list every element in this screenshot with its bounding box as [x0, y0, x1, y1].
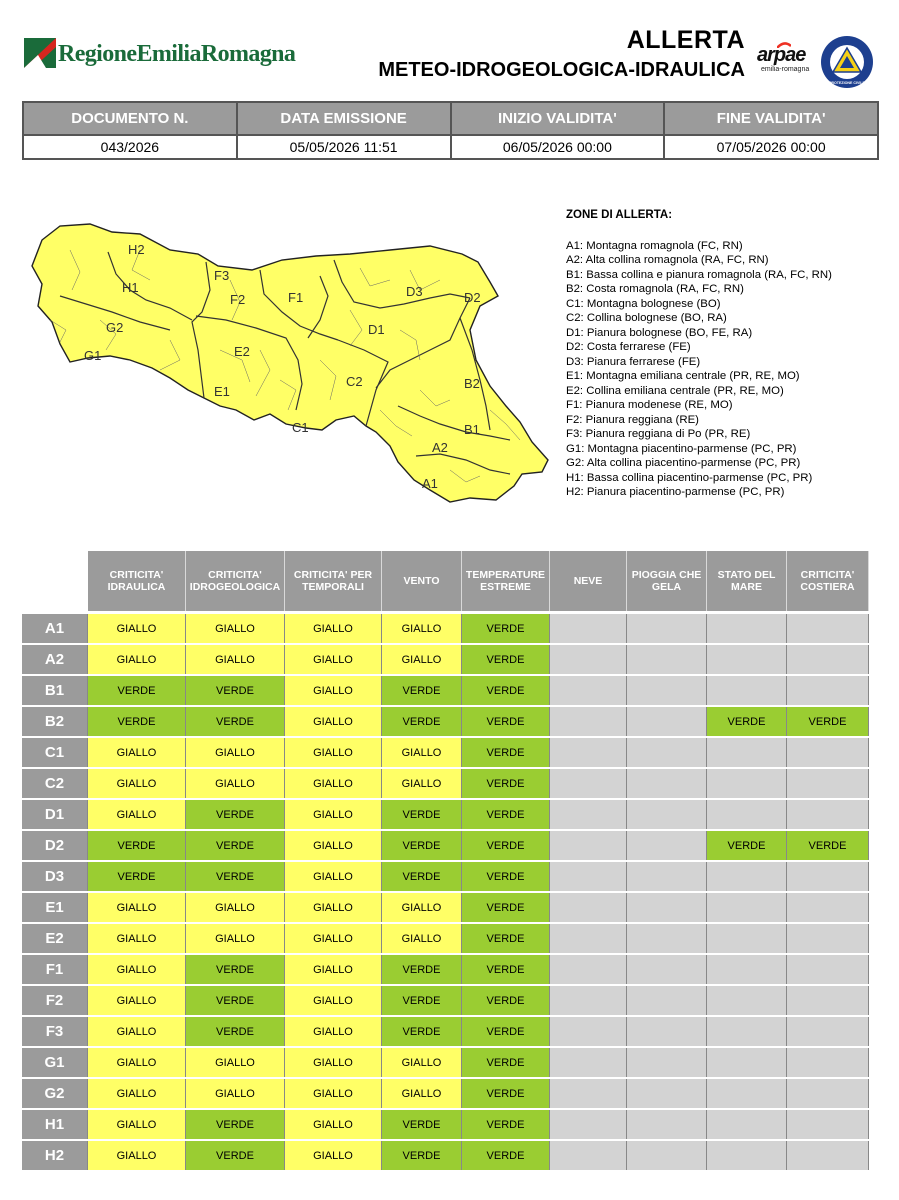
alert-level-cell: VERDE: [462, 1141, 550, 1170]
legend-item: H1: Bassa collina piacentino-parmense (PC, PR): [566, 471, 813, 484]
alert-level-cell: [707, 955, 787, 984]
alert-level-cell: GIALLO: [285, 769, 382, 798]
column-header: VENTO: [382, 551, 462, 611]
alert-level-cell: VERDE: [186, 955, 285, 984]
alert-level-cell: GIALLO: [88, 955, 186, 984]
alert-level-cell: VERDE: [707, 831, 787, 860]
zones-legend: [566, 208, 886, 500]
map-label-h2: H2: [128, 242, 145, 257]
map-label-d2: D2: [464, 290, 481, 305]
alert-level-cell: VERDE: [462, 707, 550, 736]
zone-cell: F3: [22, 1017, 88, 1046]
doc-number: 043/2026: [23, 135, 237, 159]
arpae-swoosh-icon: [777, 42, 791, 48]
alert-level-cell: [707, 924, 787, 953]
alert-level-cell: [627, 614, 707, 643]
alert-level-cell: GIALLO: [382, 1079, 462, 1108]
alert-level-cell: GIALLO: [382, 924, 462, 953]
alert-level-cell: [707, 676, 787, 705]
zone-cell: H1: [22, 1110, 88, 1139]
legend-item: A1: Montagna romagnola (FC, RN): [566, 239, 743, 252]
alert-level-cell: [707, 738, 787, 767]
doc-header-number: DOCUMENTO N.: [23, 102, 237, 135]
alert-level-cell: GIALLO: [285, 707, 382, 736]
alert-level-cell: [627, 924, 707, 953]
map-label-f1: F1: [288, 290, 304, 305]
alert-level-cell: [627, 707, 707, 736]
alert-level-cell: VERDE: [462, 676, 550, 705]
alert-level-cell: [550, 955, 627, 984]
legend-item: D1: Pianura bolognese (BO, FE, RA): [566, 326, 753, 339]
alert-level-cell: GIALLO: [285, 800, 382, 829]
alert-level-cell: VERDE: [462, 1048, 550, 1077]
arpae-wordmark: arpae: [757, 44, 806, 66]
alert-level-cell: VERDE: [382, 862, 462, 891]
column-header: NEVE: [550, 551, 627, 611]
alert-level-cell: GIALLO: [285, 1079, 382, 1108]
zone-cell: D1: [22, 800, 88, 829]
alert-level-cell: [787, 800, 869, 829]
alert-level-cell: VERDE: [462, 955, 550, 984]
table-row: [22, 1110, 869, 1141]
column-header: TEMPERATURE ESTREME: [462, 551, 550, 611]
alert-level-cell: [787, 1017, 869, 1046]
alert-level-cell: [787, 645, 869, 674]
legend-item: B2: Costa romagnola (RA, FC, RN): [566, 283, 744, 295]
legend-item: F3: Pianura reggiana di Po (PR, RE): [566, 428, 751, 440]
alert-level-cell: GIALLO: [88, 1017, 186, 1046]
legend-item: E1: Montagna emiliana centrale (PR, RE, MO): [566, 370, 800, 382]
doc-header-valid-from: INIZIO VALIDITA': [451, 102, 665, 135]
alert-level-cell: [787, 1110, 869, 1139]
alert-level-cell: [550, 1017, 627, 1046]
legend-item: F2: Pianura reggiana (RE): [566, 413, 699, 426]
alert-level-cell: [707, 1141, 787, 1170]
map-label-g1: G1: [84, 348, 102, 363]
alert-level-cell: VERDE: [382, 707, 462, 736]
alert-level-cell: VERDE: [88, 676, 186, 705]
alert-level-cell: GIALLO: [186, 893, 285, 922]
alert-level-cell: GIALLO: [285, 676, 382, 705]
alert-level-cell: VERDE: [462, 986, 550, 1015]
column-header: PIOGGIA CHE GELA: [627, 551, 707, 611]
alert-level-cell: VERDE: [462, 862, 550, 891]
alert-level-cell: [787, 676, 869, 705]
alert-level-cell: GIALLO: [88, 1110, 186, 1139]
alert-level-cell: [787, 986, 869, 1015]
table-row: [22, 862, 869, 893]
alert-level-cell: [627, 1079, 707, 1108]
zone-cell: D3: [22, 862, 88, 891]
alert-level-cell: GIALLO: [186, 769, 285, 798]
alert-level-cell: VERDE: [462, 800, 550, 829]
alert-zones-map: [20, 210, 560, 510]
map-label-e2: E2: [234, 344, 250, 359]
map-label-d1: D1: [368, 322, 385, 337]
alert-level-cell: GIALLO: [285, 955, 382, 984]
zone-cell: G1: [22, 1048, 88, 1077]
legend-item: E2: Collina emiliana centrale (PR, RE, MO): [566, 384, 784, 397]
document-info-header-row: [23, 102, 878, 135]
table-row: [22, 893, 869, 924]
legend-item: G2: Alta collina piacentino-parmense (PC, PR): [566, 457, 801, 469]
map-label-g2: G2: [106, 320, 124, 335]
alert-level-cell: [787, 1048, 869, 1077]
doc-header-valid-to: FINE VALIDITA': [664, 102, 878, 135]
alert-level-cell: GIALLO: [382, 645, 462, 674]
alert-level-cell: VERDE: [462, 1079, 550, 1108]
alert-level-cell: [707, 645, 787, 674]
alert-level-cell: VERDE: [186, 831, 285, 860]
alert-level-cell: VERDE: [787, 707, 869, 736]
alert-level-cell: [550, 769, 627, 798]
alert-level-cell: [787, 738, 869, 767]
alert-level-cell: VERDE: [186, 676, 285, 705]
legend-item: A2: Alta collina romagnola (RA, FC, RN): [566, 254, 769, 266]
alert-level-cell: VERDE: [382, 800, 462, 829]
table-row: [22, 1017, 869, 1048]
alert-level-cell: GIALLO: [88, 645, 186, 674]
alert-level-cell: GIALLO: [88, 800, 186, 829]
alert-level-cell: VERDE: [186, 1017, 285, 1046]
alert-level-cell: [707, 1048, 787, 1077]
alert-level-cell: [627, 862, 707, 891]
table-row: [22, 738, 869, 769]
alert-level-cell: [550, 800, 627, 829]
alert-level-cell: [550, 986, 627, 1015]
alert-level-cell: [787, 955, 869, 984]
region-outline: [32, 224, 548, 502]
map-label-a1: A1: [422, 476, 438, 491]
alert-level-cell: [787, 893, 869, 922]
table-row: [22, 614, 869, 645]
alert-level-cell: GIALLO: [88, 738, 186, 767]
alert-level-cell: [707, 893, 787, 922]
alert-level-cell: VERDE: [462, 831, 550, 860]
alert-level-cell: VERDE: [186, 800, 285, 829]
alert-level-cell: GIALLO: [186, 924, 285, 953]
alert-level-cell: GIALLO: [285, 614, 382, 643]
alert-level-cell: [550, 1048, 627, 1077]
alert-level-cell: VERDE: [462, 893, 550, 922]
alert-level-cell: [627, 769, 707, 798]
legend-item: D2: Costa ferrarese (FE): [566, 341, 691, 353]
legend-item: C1: Montagna bolognese (BO): [566, 297, 721, 310]
alert-level-cell: GIALLO: [285, 924, 382, 953]
alert-level-cell: [707, 1079, 787, 1108]
table-row: [22, 955, 869, 986]
map-label-c2: C2: [346, 374, 363, 389]
alert-level-cell: GIALLO: [285, 645, 382, 674]
map-label-b2: B2: [464, 376, 480, 391]
legend-item: H2: Pianura piacentino-parmense (PC, PR): [566, 486, 785, 498]
alert-level-cell: [627, 955, 707, 984]
alert-level-cell: VERDE: [186, 986, 285, 1015]
alert-level-cell: [550, 614, 627, 643]
alert-level-cell: VERDE: [88, 707, 186, 736]
regione-flag-icon: [24, 38, 56, 68]
alert-level-cell: GIALLO: [285, 893, 382, 922]
alert-level-cell: [787, 924, 869, 953]
alert-level-cell: [707, 800, 787, 829]
alert-level-cell: [627, 1110, 707, 1139]
alert-level-cell: GIALLO: [186, 1048, 285, 1077]
doc-issue-date: 05/05/2026 11:51: [237, 135, 451, 159]
table-row: [22, 769, 869, 800]
alert-level-cell: VERDE: [382, 676, 462, 705]
alert-level-cell: GIALLO: [382, 893, 462, 922]
document-info-value-row: [23, 135, 878, 159]
alert-level-cell: VERDE: [462, 738, 550, 767]
alert-level-cell: VERDE: [787, 831, 869, 860]
alert-level-cell: GIALLO: [88, 1141, 186, 1170]
column-header: CRITICITA' IDROGEOLOGICA: [186, 551, 285, 611]
alert-level-cell: [550, 924, 627, 953]
table-row: [22, 986, 869, 1017]
alert-level-cell: [787, 1141, 869, 1170]
table-row: [22, 1141, 869, 1172]
alert-level-cell: VERDE: [462, 769, 550, 798]
zone-cell: B2: [22, 707, 88, 736]
page-title: ALLERTA: [626, 26, 745, 54]
alert-level-cell: GIALLO: [285, 831, 382, 860]
alert-level-cell: VERDE: [88, 831, 186, 860]
alert-level-cell: VERDE: [382, 1017, 462, 1046]
alert-level-cell: [550, 707, 627, 736]
alert-level-cell: VERDE: [382, 831, 462, 860]
arpae-logo: [757, 44, 813, 76]
legend-item: G1: Montagna piacentino-parmense (PC, PR): [566, 442, 797, 455]
protezione-civile-logo-icon: [820, 35, 874, 89]
alert-level-cell: [787, 614, 869, 643]
alert-level-cell: GIALLO: [285, 1110, 382, 1139]
zone-cell: F2: [22, 986, 88, 1015]
pc-logo-text: PROTEZIONE CIVILE: [829, 81, 865, 85]
map-label-b1: B1: [464, 422, 480, 437]
alert-level-cell: GIALLO: [285, 1017, 382, 1046]
alert-level-cell: GIALLO: [88, 1048, 186, 1077]
doc-valid-from: 06/05/2026 00:00: [451, 135, 665, 159]
table-row: [22, 676, 869, 707]
alert-level-cell: GIALLO: [382, 738, 462, 767]
alert-level-cell: [627, 831, 707, 860]
map-label-e1: E1: [214, 384, 230, 399]
alert-level-cell: VERDE: [186, 707, 285, 736]
alert-level-cell: [707, 614, 787, 643]
zone-cell: C2: [22, 769, 88, 798]
column-header: CRITICITA' PER TEMPORALI: [285, 551, 382, 611]
alert-level-cell: VERDE: [462, 1017, 550, 1046]
alert-level-cell: [550, 831, 627, 860]
alert-level-cell: [707, 1110, 787, 1139]
regione-name: RegioneEmiliaRomagna: [58, 41, 296, 67]
alert-level-cell: [707, 986, 787, 1015]
alert-level-cell: [627, 1017, 707, 1046]
alert-level-cell: GIALLO: [88, 614, 186, 643]
alert-level-cell: GIALLO: [285, 738, 382, 767]
alert-level-cell: GIALLO: [382, 1048, 462, 1077]
alert-level-cell: VERDE: [186, 1110, 285, 1139]
table-row: [22, 924, 869, 955]
table-row: [22, 645, 869, 676]
column-header: STATO DEL MARE: [707, 551, 787, 611]
map-label-f3: F3: [214, 268, 230, 283]
alert-level-cell: [550, 1079, 627, 1108]
alert-level-cell: [627, 1048, 707, 1077]
legend-item: D3: Pianura ferrarese (FE): [566, 355, 701, 368]
alert-level-cell: [627, 800, 707, 829]
alert-level-cell: VERDE: [462, 924, 550, 953]
map-label-h1: H1: [122, 280, 139, 295]
zone-cell: E1: [22, 893, 88, 922]
legend-item: F1: Pianura modenese (RE, MO): [566, 399, 733, 411]
alert-level-cell: [627, 738, 707, 767]
page-subtitle: METEO-IDROGEOLOGICA-IDRAULICA: [378, 59, 745, 81]
column-header: CRITICITA' COSTIERA: [787, 551, 869, 611]
alert-level-cell: [627, 986, 707, 1015]
zone-cell: A2: [22, 645, 88, 674]
alert-level-cell: GIALLO: [88, 1079, 186, 1108]
alert-level-cell: VERDE: [88, 862, 186, 891]
table-row: [22, 1048, 869, 1079]
alert-level-cell: [787, 1079, 869, 1108]
alert-level-cell: VERDE: [186, 862, 285, 891]
table-row: [22, 831, 869, 862]
alert-level-cell: GIALLO: [382, 614, 462, 643]
map-label-f2: F2: [230, 292, 246, 307]
alert-level-cell: [787, 769, 869, 798]
alert-level-cell: [627, 645, 707, 674]
regione-emilia-romagna-logo: [24, 38, 296, 70]
alert-level-cell: VERDE: [186, 1141, 285, 1170]
alert-level-cell: [550, 893, 627, 922]
alert-level-cell: GIALLO: [285, 986, 382, 1015]
alert-level-cell: [550, 645, 627, 674]
doc-header-issue-date: DATA EMISSIONE: [237, 102, 451, 135]
zone-cell: H2: [22, 1141, 88, 1170]
table-row: [22, 707, 869, 738]
column-header: CRITICITA' IDRAULICA: [88, 551, 186, 611]
alert-level-cell: GIALLO: [186, 645, 285, 674]
table-row: [22, 1079, 869, 1110]
alert-level-cell: VERDE: [462, 645, 550, 674]
legend-item: C2: Collina bolognese (BO, RA): [566, 312, 727, 324]
alert-level-cell: [707, 769, 787, 798]
alert-level-cell: [707, 1017, 787, 1046]
zone-cell: C1: [22, 738, 88, 767]
alert-level-cell: GIALLO: [186, 1079, 285, 1108]
zone-cell: E2: [22, 924, 88, 953]
zone-cell: G2: [22, 1079, 88, 1108]
legend-title: ZONE DI ALLERTA:: [566, 209, 673, 221]
alert-level-cell: [550, 1110, 627, 1139]
arpae-subtitle: emilia-romagna: [761, 66, 810, 73]
alert-level-cell: [627, 676, 707, 705]
alert-level-cell: GIALLO: [88, 893, 186, 922]
alert-level-cell: GIALLO: [88, 986, 186, 1015]
alert-level-cell: VERDE: [382, 955, 462, 984]
alert-level-cell: GIALLO: [285, 1048, 382, 1077]
alert-level-cell: [550, 1141, 627, 1170]
zone-cell: A1: [22, 614, 88, 643]
alert-level-cell: [550, 862, 627, 891]
zone-cell: D2: [22, 831, 88, 860]
alert-level-cell: GIALLO: [382, 769, 462, 798]
alert-level-cell: GIALLO: [285, 1141, 382, 1170]
map-label-c1: C1: [292, 420, 309, 435]
table-row: [22, 800, 869, 831]
doc-valid-to: 07/05/2026 00:00: [664, 135, 878, 159]
alert-level-cell: VERDE: [462, 1110, 550, 1139]
zone-cell: B1: [22, 676, 88, 705]
alert-level-cell: [787, 862, 869, 891]
alert-level-cell: [550, 738, 627, 767]
alert-level-cell: GIALLO: [186, 738, 285, 767]
alert-level-cell: [627, 893, 707, 922]
alert-level-cell: VERDE: [382, 1141, 462, 1170]
document-info-table: [22, 101, 879, 160]
zone-cell: F1: [22, 955, 88, 984]
alert-level-cell: [550, 676, 627, 705]
alert-level-cell: VERDE: [382, 986, 462, 1015]
alert-level-cell: GIALLO: [285, 862, 382, 891]
alert-level-cell: [707, 862, 787, 891]
alert-level-cell: [627, 1141, 707, 1170]
alert-level-cell: GIALLO: [186, 614, 285, 643]
alert-level-cell: VERDE: [382, 1110, 462, 1139]
legend-item: B1: Bassa collina e pianura romagnola (RA, FC, RN): [566, 268, 832, 281]
alert-level-cell: GIALLO: [88, 924, 186, 953]
map-label-a2: A2: [432, 440, 448, 455]
map-label-d3: D3: [406, 284, 423, 299]
alert-level-cell: GIALLO: [88, 769, 186, 798]
alert-level-cell: VERDE: [462, 614, 550, 643]
alert-level-cell: VERDE: [707, 707, 787, 736]
